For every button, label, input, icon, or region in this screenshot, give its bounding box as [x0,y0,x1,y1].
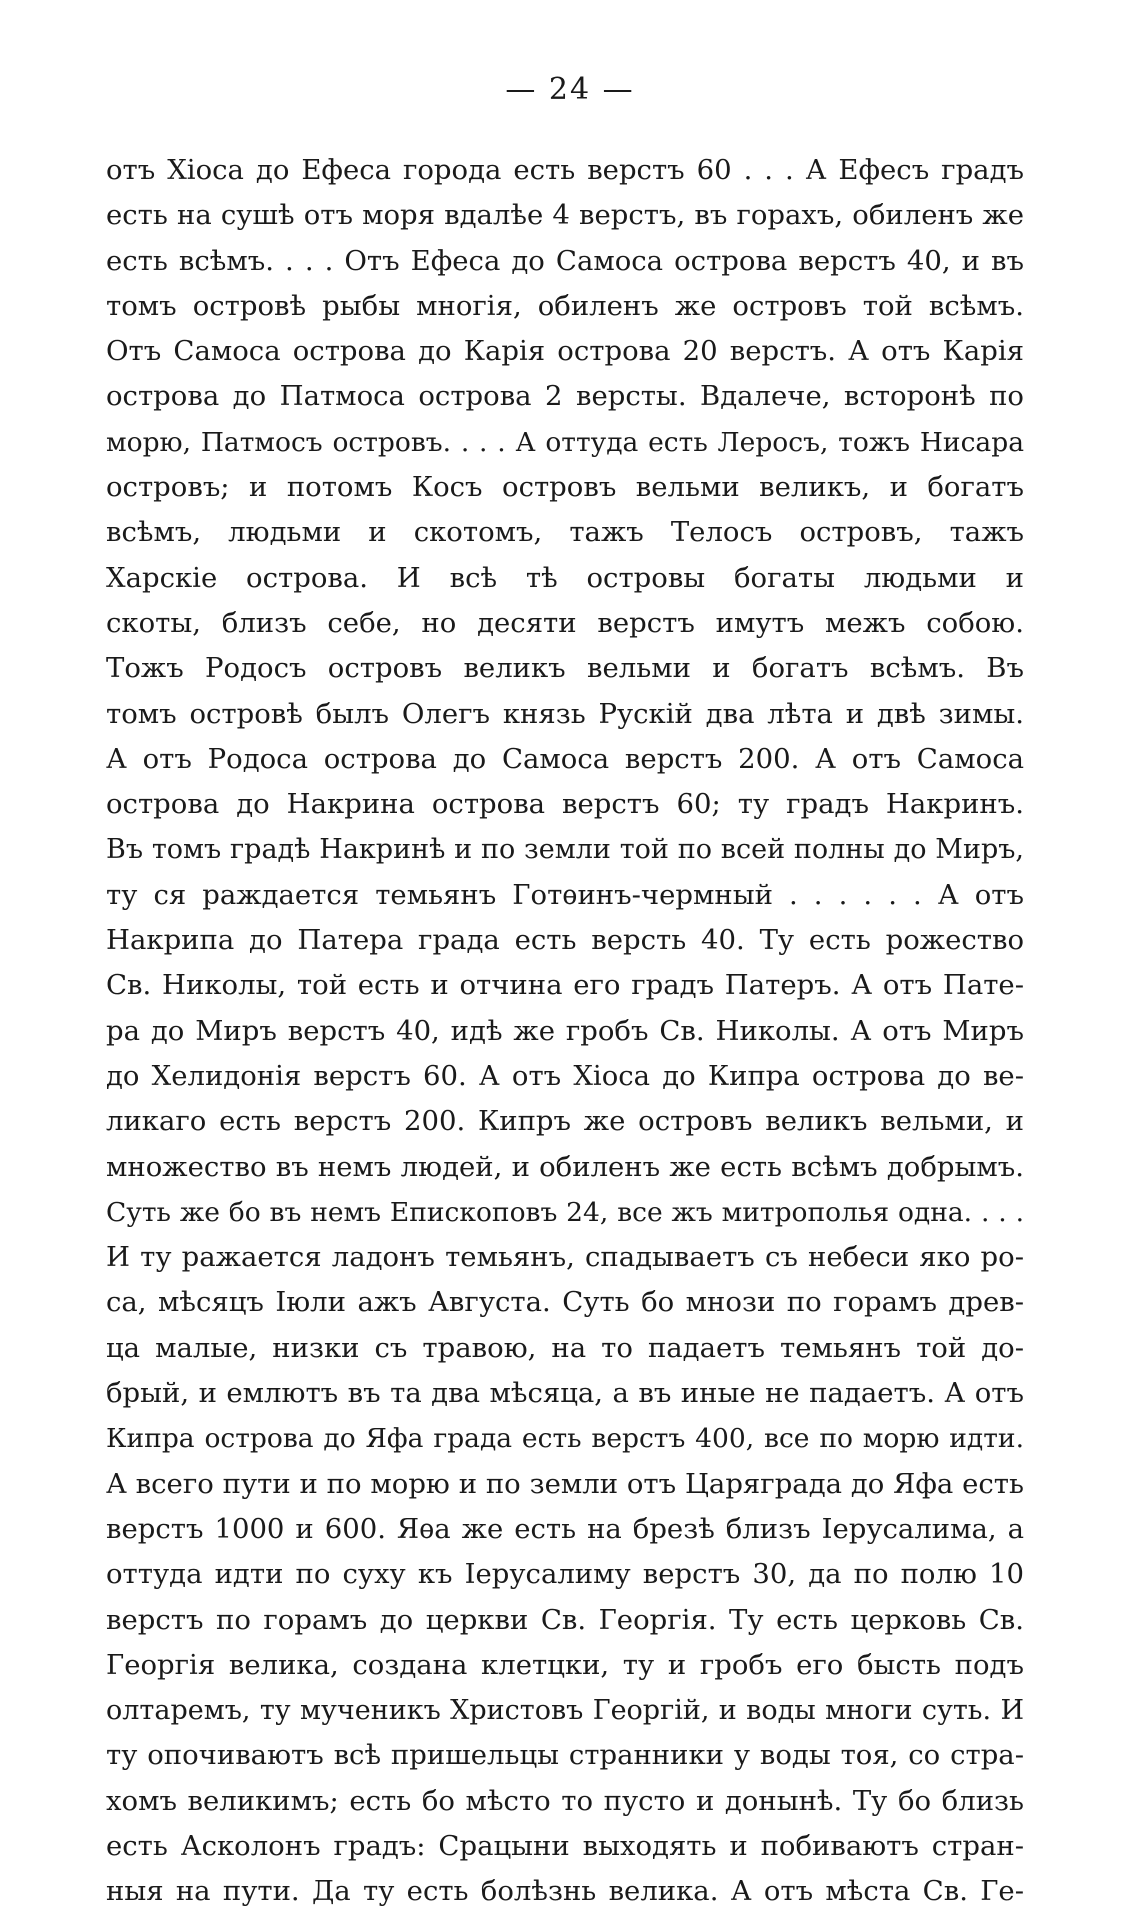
text-line: островъ; и потомъ Косъ островъ вельми великъ, и богатъ [106,471,1024,504]
text-line: Въ томъ градѣ Накринѣ и по земли той по всей полны до Миръ, [106,834,1024,866]
text-line: Георгія велика, создана клетцки, ту и гробъ его бысть подъ [106,1648,1024,1681]
text-line: А всего пути и по морю и по земли отъ Царяграда до Яфа есть [106,1467,1024,1500]
text-line: Суть же бо въ немъ Епископовъ 24, все жъ митрополья одна. . . . [106,1196,1024,1228]
text-line: ликаго есть верстъ 200. Кипръ же островъ великъ вельми, и [106,1105,1024,1138]
page-number: — 24 — [505,72,635,107]
text-line: ту опочиваютъ всѣ пришельцы странники у воды тоя, со стра- [106,1739,1024,1772]
text-line: Св. Николы, той есть и отчина его градъ Патеръ. А отъ Пате- [106,969,1024,1002]
text-line: ныя на пути. Да ту есть болѣзнь велика. А отъ мѣста Св. Ге- [106,1875,1024,1908]
text-line: есть Асколонъ градъ: Срацыни выходять и побиваютъ стран- [106,1829,1024,1862]
body-text [106,148,1024,1915]
text-line: ца малые, низки съ травою, на то падаетъ темьянъ той до- [106,1331,1024,1364]
text-line: ту ся раждается темьянъ Готѳинъ-чермный . . . . . . А отъ [106,878,1024,911]
text-line: есть на сушѣ отъ моря вдалѣе 4 верстъ, въ горахъ, обиленъ же [106,199,1024,232]
text-line: верстъ 1000 и 600. Яѳа же есть на брезѣ близъ Іерусалима, а [106,1512,1024,1545]
text-line: морю, Патмосъ островъ. . . . А оттуда есть Леросъ, тожъ Нисара [106,426,1024,458]
text-line: Кипра острова до Яфа града есть верстъ 400, все по морю идти. [106,1423,1024,1455]
text-line: томъ островѣ рыбы многія, обиленъ же островъ той всѣмъ. [106,289,1024,322]
text-line: брый, и емлютъ въ та два мѣсяца, а въ иные не падаетъ. А отъ [106,1377,1024,1410]
text-line: И ту ражается ладонъ темьянъ, спадываетъ съ небеси яко ро- [106,1241,1024,1274]
text-line: Тожъ Родосъ островъ великъ вельми и богатъ всѣмъ. Въ [106,652,1024,685]
text-line: есть всѣмъ. . . . Отъ Ефеса до Самоса острова верстъ 40, и въ [106,244,1024,277]
text-line: Отъ Самоса острова до Карія острова 20 верстъ. А отъ Карія [106,335,1024,368]
text-line: оттуда идти по суху къ Іерусалиму верстъ 30, да по полю 10 [106,1558,1024,1591]
text-line: множество въ немъ людей, и обиленъ же есть всѣмъ добрымъ. [106,1150,1024,1183]
text-line: олтаремъ, ту мученикъ Христовъ Георгій, и воды многи суть. И [106,1695,1024,1727]
text-line: скоты, близъ себе, но десяти верстъ имутъ межъ собою. [106,606,1024,639]
text-line: томъ островѣ былъ Олегъ князь Рускій два лѣта и двѣ зимы. [106,697,1024,730]
text-line: ра до Миръ верстъ 40, идѣ же гробъ Св. Николы. А отъ Миръ [106,1014,1024,1047]
text-line: са, мѣсяцъ Іюли ажъ Августа. Суть бо мнози по горамъ древ- [106,1286,1024,1319]
text-line: верстъ по горамъ до церкви Св. Георгія. Ту есть церковь Св. [106,1603,1024,1636]
text-line: Харскіе острова. И всѣ тѣ островы богаты людьми и [106,561,1024,594]
text-line: отъ Хіоса до Ефеса города есть верстъ 60 . . . А Ефесъ градъ [106,154,1024,186]
text-line: до Хелидонія верстъ 60. А отъ Хіоса до Кипра острова до ве- [106,1059,1024,1092]
text-line: острова до Накрина острова верстъ 60; ту градъ Накринъ. [106,788,1024,821]
text-line: хомъ великимъ; есть бо мѣсто то пусто и донынѣ. Ту бо близь [106,1784,1024,1817]
text-line: острова до Патмоса острова 2 версты. Вдалече, всторонѣ по [106,380,1024,413]
text-line: всѣмъ, людьми и скотомъ, тажъ Телосъ островъ, тажъ [106,516,1024,549]
text-line: Накрипа до Патера града есть версть 40. Ту есть рожество [106,924,1024,957]
text-line: А отъ Родоса острова до Самоса верстъ 200. А отъ Самоса [106,742,1024,775]
